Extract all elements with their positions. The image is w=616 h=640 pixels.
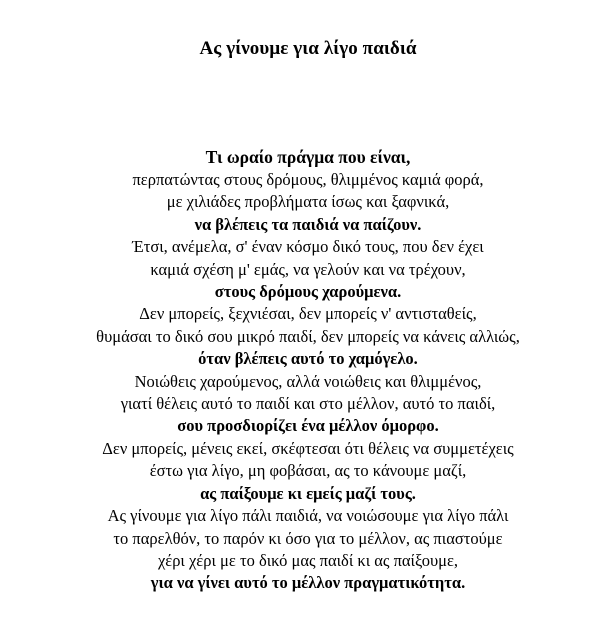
poem-line: όταν βλέπεις αυτό το χαμόγελο. (198, 349, 418, 369)
poem-line: θυμάσαι το δικό σου μικρό παιδί, δεν μπορείς να κάνεις αλλιώς, (96, 326, 520, 346)
poem-line: χέρι χέρι με το δικό μας παιδί κι ας παίξουμε, (157, 550, 459, 570)
poem-line: σου προσδιορίζει ένα μέλλον όμορφο. (177, 416, 439, 436)
poem-line: Νοιώθεις χαρούμενος, αλλά νοιώθεις και θλιμμένος, (134, 371, 482, 391)
poem-line: ας παίξουμε κι εμείς μαζί τους. (200, 483, 416, 503)
poem-line: το παρελθόν, το παρόν κι όσο για το μέλλον, ας πιαστούμε (113, 528, 503, 548)
poem-body (0, 145, 616, 595)
poem-line: Τι ωραίο πράγμα που είναι, (205, 147, 411, 167)
poem-line: καμιά σχέση μ' εμάς, να γελούν και να τρέχουν, (150, 259, 466, 279)
poem-line: με χιλιάδες προβλήματα ίσως και ξαφνικά, (166, 192, 450, 212)
poem-line: Δεν μπορείς, ξεχνιέσαι, δεν μπορείς ν' αντισταθείς, (139, 304, 477, 324)
poem-line: στους δρόμους χαρούμενα. (214, 282, 402, 302)
poem-line: να βλέπεις τα παιδιά να παίζουν. (194, 214, 422, 234)
poem-line: περπατώντας στους δρόμους, θλιμμένος καμιά φορά, (132, 170, 484, 189)
poem-line: έστω για λίγο, μη φοβάσαι, ας το κάνουμε μαζί, (149, 461, 467, 481)
poem-line: για να γίνει αυτό το μέλλον πραγματικότητα. (150, 573, 466, 593)
poem-line: Ας γίνουμε για λίγο πάλι παιδιά, να νοιώσουμε για λίγο πάλι (107, 506, 509, 526)
poem-title: Ας γίνουμε για λίγο παιδιά (199, 38, 417, 59)
poem-line: Δεν μπορείς, μένεις εκεί, σκέφτεσαι ότι θέλεις να συμμετέχεις (102, 438, 514, 458)
poem-line: Έτσι, ανέμελα, σ' έναν κόσμο δικό τους, που δεν έχει (132, 237, 484, 257)
poem-line: γιατί θέλεις αυτό το παιδί και στο μέλλον, αυτό το παιδί, (120, 394, 496, 414)
